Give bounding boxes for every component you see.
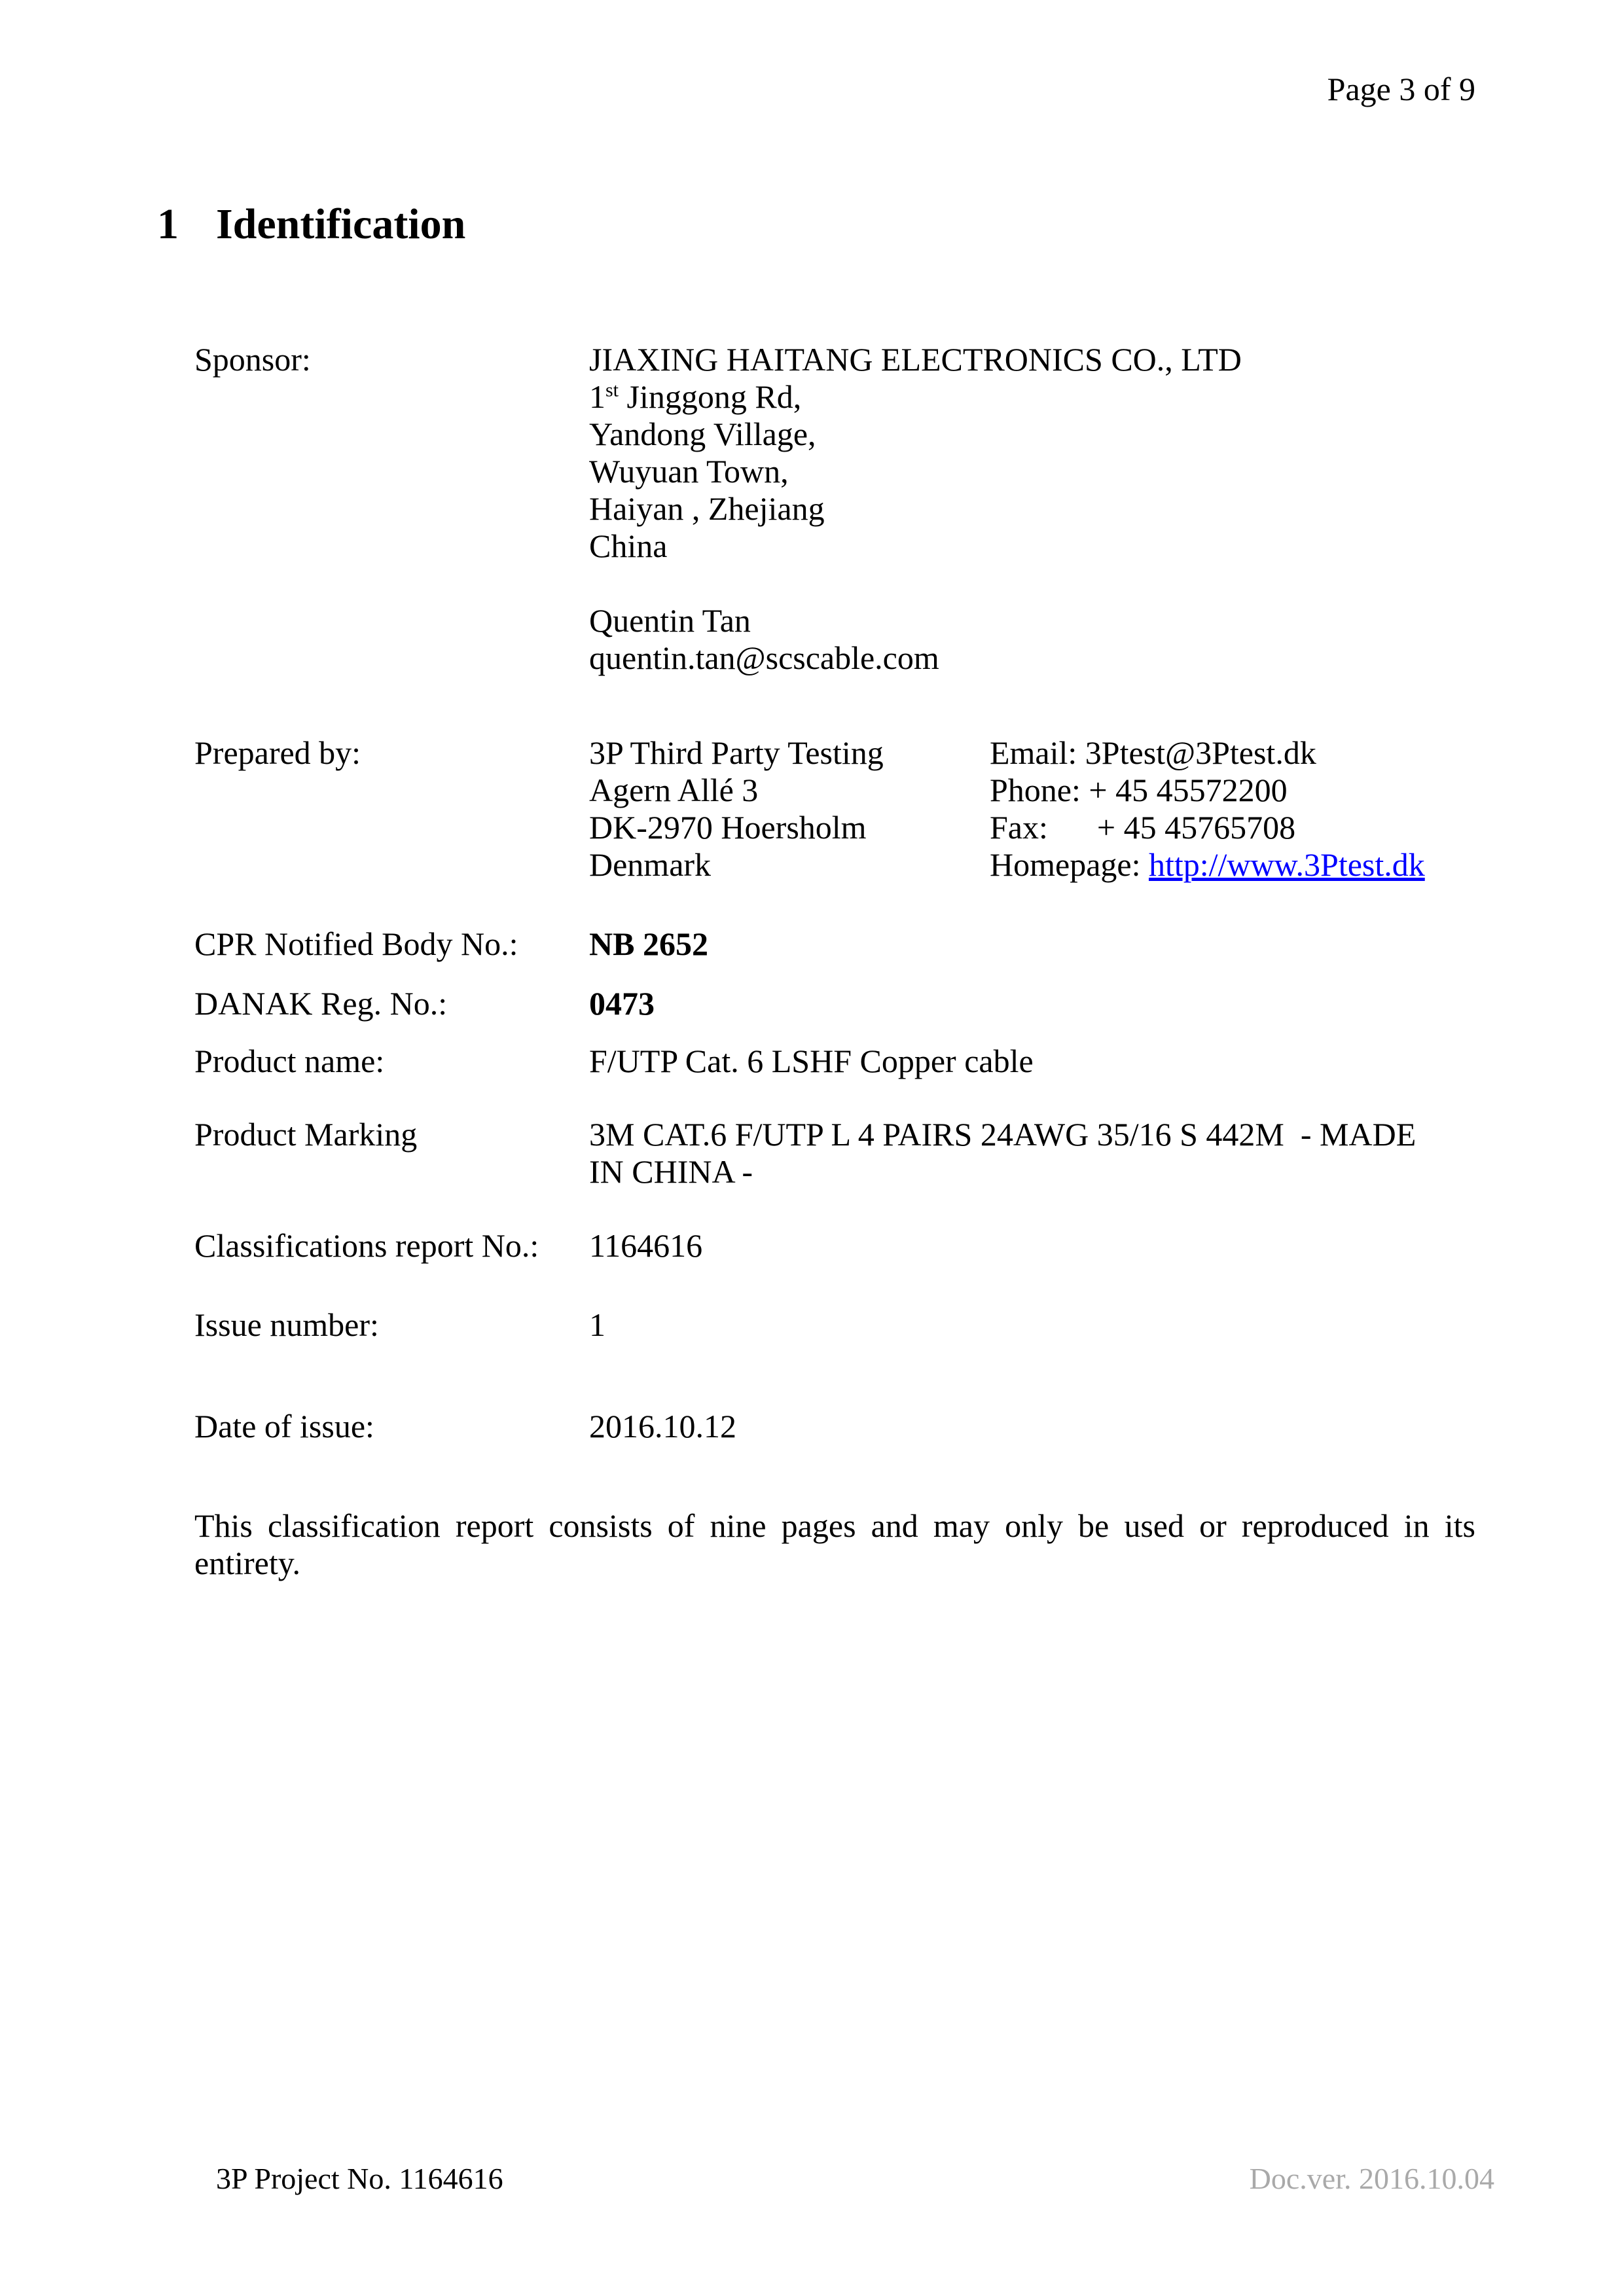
org-country: Denmark [589, 846, 712, 883]
sponsor-address-line-1 [589, 378, 1475, 416]
address-street: Jinggong Rd, [619, 378, 802, 415]
homepage-link[interactable]: http://www.3Ptest.dk [1148, 846, 1425, 883]
product-name-value: F/UTP Cat. 6 LSHF Copper cable [589, 1043, 1034, 1079]
contact-fax-line: Fax: + 45 45765708 [990, 809, 1296, 846]
product-name-label: Product name: [194, 1043, 385, 1079]
sponsor-contact-email: quentin.tan@scscable.com [589, 639, 939, 676]
danak-reg-row [194, 985, 1475, 1022]
date-of-issue-label: Date of issue: [194, 1408, 374, 1444]
prepared-by-value [589, 734, 1475, 884]
org-city: DK-2970 Hoersholm [589, 809, 867, 846]
entirety-note: This classification report consists of nine pages and may only be used or reproduced in its entirety. [194, 1507, 1475, 1581]
classifications-report-value: 1164616 [589, 1227, 703, 1264]
sponsor-company: JIAXING HAITANG ELECTRONICS CO., LTD [589, 341, 1242, 378]
org-name: 3P Third Party Testing [589, 734, 884, 771]
page-number: Page 3 of 9 [1327, 71, 1475, 107]
cpr-notified-body-value: NB 2652 [589, 925, 708, 962]
section-number: 1 [157, 200, 179, 248]
date-of-issue-row [194, 1408, 1475, 1445]
danak-reg-value: 0473 [589, 985, 655, 1022]
sponsor-value [589, 341, 1475, 677]
contact-phone-line: Phone: + 45 45572200 [990, 772, 1288, 808]
sponsor-contact-name: Quentin Tan [589, 602, 751, 639]
product-marking-label: Product Marking [194, 1116, 418, 1153]
address-number: 1 [589, 378, 605, 415]
product-marking-line-2: IN CHINA - [589, 1153, 753, 1190]
address-ordinal-suffix: st [605, 379, 619, 401]
blank-line [589, 565, 1475, 602]
cpr-notified-body-label: CPR Notified Body No.: [194, 925, 518, 962]
product-marking-row [194, 1116, 1475, 1191]
footer-project-number: 3P Project No. 1164616 [216, 2162, 503, 2195]
prepared-by-org-column [589, 734, 990, 884]
prepared-by-row [194, 734, 1475, 884]
sponsor-address-line-2: Yandong Village, [589, 416, 816, 452]
footer-doc-version: Doc.ver. 2016.10.04 [1249, 2162, 1494, 2195]
sponsor-label: Sponsor: [194, 341, 311, 378]
classifications-report-label: Classifications report No.: [194, 1227, 539, 1264]
issue-number-row [194, 1306, 1475, 1344]
cpr-notified-body-row [194, 925, 1475, 963]
prepared-by-contact-column [990, 734, 1475, 884]
contact-homepage-line [990, 846, 1475, 884]
issue-number-label: Issue number: [194, 1306, 379, 1343]
sponsor-address-line-3: Wuyuan Town, [589, 453, 789, 490]
issue-number-value: 1 [589, 1306, 605, 1343]
section-title: Identification [216, 200, 466, 248]
contact-email-line: Email: 3Ptest@3Ptest.dk [990, 734, 1316, 771]
date-of-issue-value: 2016.10.12 [589, 1408, 736, 1444]
sponsor-address-line-4: Haiyan , Zhejiang [589, 490, 825, 527]
classifications-report-row [194, 1227, 1475, 1265]
prepared-by-label: Prepared by: [194, 734, 361, 771]
org-street: Agern Allé 3 [589, 772, 759, 808]
homepage-label: Homepage: [990, 846, 1149, 883]
section-heading [157, 200, 1475, 249]
product-marking-value [589, 1116, 1475, 1191]
product-marking-line-1: 3M CAT.6 F/UTP L 4 PAIRS 24AWG 35/16 S 442M - MADE [589, 1116, 1416, 1153]
product-name-row [194, 1043, 1475, 1080]
sponsor-row [194, 341, 1475, 677]
sponsor-address-line-5: China [589, 528, 668, 564]
danak-reg-label: DANAK Reg. No.: [194, 985, 448, 1022]
